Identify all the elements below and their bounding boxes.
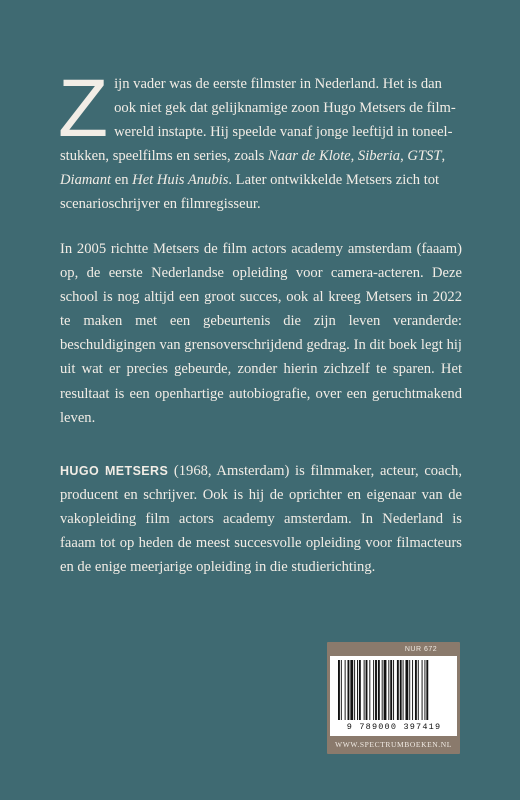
intro-line: ijn vader was de eerste filmster in Nederland. Het is dan — [114, 76, 442, 92]
separator: , — [400, 148, 408, 165]
barcode-bar — [378, 660, 380, 720]
intro-line — [60, 144, 462, 168]
intro-text: stukken, speelfilms en series, zoals — [60, 148, 268, 165]
title-naar-de-klote: Naar de Klote — [267, 148, 351, 165]
isbn-barcode — [336, 660, 452, 722]
intro-paragraph — [58, 63, 462, 217]
title-siberia: Siberia — [357, 148, 401, 165]
intro-line: ook niet gek dat gelijknamige zoon Hugo Metsers de film- — [114, 100, 456, 117]
author-name: HUGO METSERS — [60, 464, 169, 478]
isbn-number: 9 789000 397419 — [334, 722, 454, 732]
separator: , — [441, 148, 446, 165]
barcode-bar — [409, 660, 410, 720]
barcode-bar — [393, 660, 394, 720]
barcode-bar — [426, 660, 428, 720]
barcode-bar — [366, 660, 368, 720]
drop-cap: Z — [58, 63, 109, 154]
author-bio-text: (1968, Amsterdam) is filmmaker, acteur, coach, producent en schrijver. Ook is hij de oprichter en eigenaar van de vakopleiding film actors academy amsterdam. In Nederland is faaam tot op heden de meest succesvolle opleiding voor filmacteurs en de enige meerjarige opleiding in die studierichting. — [60, 463, 462, 576]
barcode-panel — [327, 642, 460, 754]
barcode-bar — [405, 660, 408, 720]
barcode-bar — [384, 660, 387, 720]
barcode-bar — [424, 660, 425, 720]
story-paragraph: In 2005 richtte Metsers de film actors academy amsterdam (faaam) op, de eerste Nederlandse opleiding voor camera-acteren. Deze school is nog altijd een groot succes, ook al kreeg Metsers in 2022 te maken met een gebeurtenis die zijn leven veranderde: beschuldigingen van grensoverschrijdend gedrag. In dit boek legt hij uit wat er precies gebeurde, zonder hierin zichzelf te sparen. Het resultaat is een openhartige autobiografie, over een geruchtmakend leven. — [60, 241, 462, 426]
barcode-bar — [382, 660, 383, 720]
title-gtst: GTST — [407, 148, 442, 165]
barcode-bar — [345, 660, 346, 720]
barcode-bar — [418, 660, 419, 720]
barcode-bar — [400, 660, 402, 720]
barcode-bar — [397, 660, 399, 720]
barcode-bar — [341, 660, 342, 720]
barcode-bar — [412, 660, 413, 720]
barcode-bar — [354, 660, 355, 720]
barcode-bar — [369, 660, 370, 720]
barcode-bar — [350, 660, 353, 720]
intro-line: wereld instapte. Hij speelde vanaf jonge leeftijd in toneel- — [114, 124, 453, 141]
barcode-area — [330, 656, 457, 736]
barcode-bar — [364, 660, 365, 720]
barcode-bar — [373, 660, 374, 720]
barcode-bar — [338, 660, 340, 720]
publisher-website: WWW.SPECTRUMBOEKEN.NL — [335, 740, 452, 749]
barcode-bar — [348, 660, 350, 720]
separator: , — [350, 148, 358, 165]
nur-code: NUR 672 — [404, 646, 438, 653]
author-bio — [60, 459, 462, 579]
barcode-bar — [388, 660, 389, 720]
barcode-bar — [422, 660, 423, 720]
title-diamant: Diamant — [60, 172, 112, 189]
barcode-bar — [415, 660, 417, 720]
title-het-huis-anubis: Het Huis Anubis — [132, 172, 229, 189]
intro-text: . Later ontwikkelde Metsers zich tot — [228, 172, 440, 189]
barcode-bar — [357, 660, 358, 720]
barcode-bar — [390, 660, 392, 720]
barcode-bar — [375, 660, 377, 720]
barcode-bar — [403, 660, 404, 720]
intro-line — [60, 168, 462, 192]
conjunction: en — [111, 172, 133, 189]
intro-line: scenarioschrijver en filmregisseur. — [60, 196, 261, 213]
barcode-bar — [359, 660, 361, 720]
